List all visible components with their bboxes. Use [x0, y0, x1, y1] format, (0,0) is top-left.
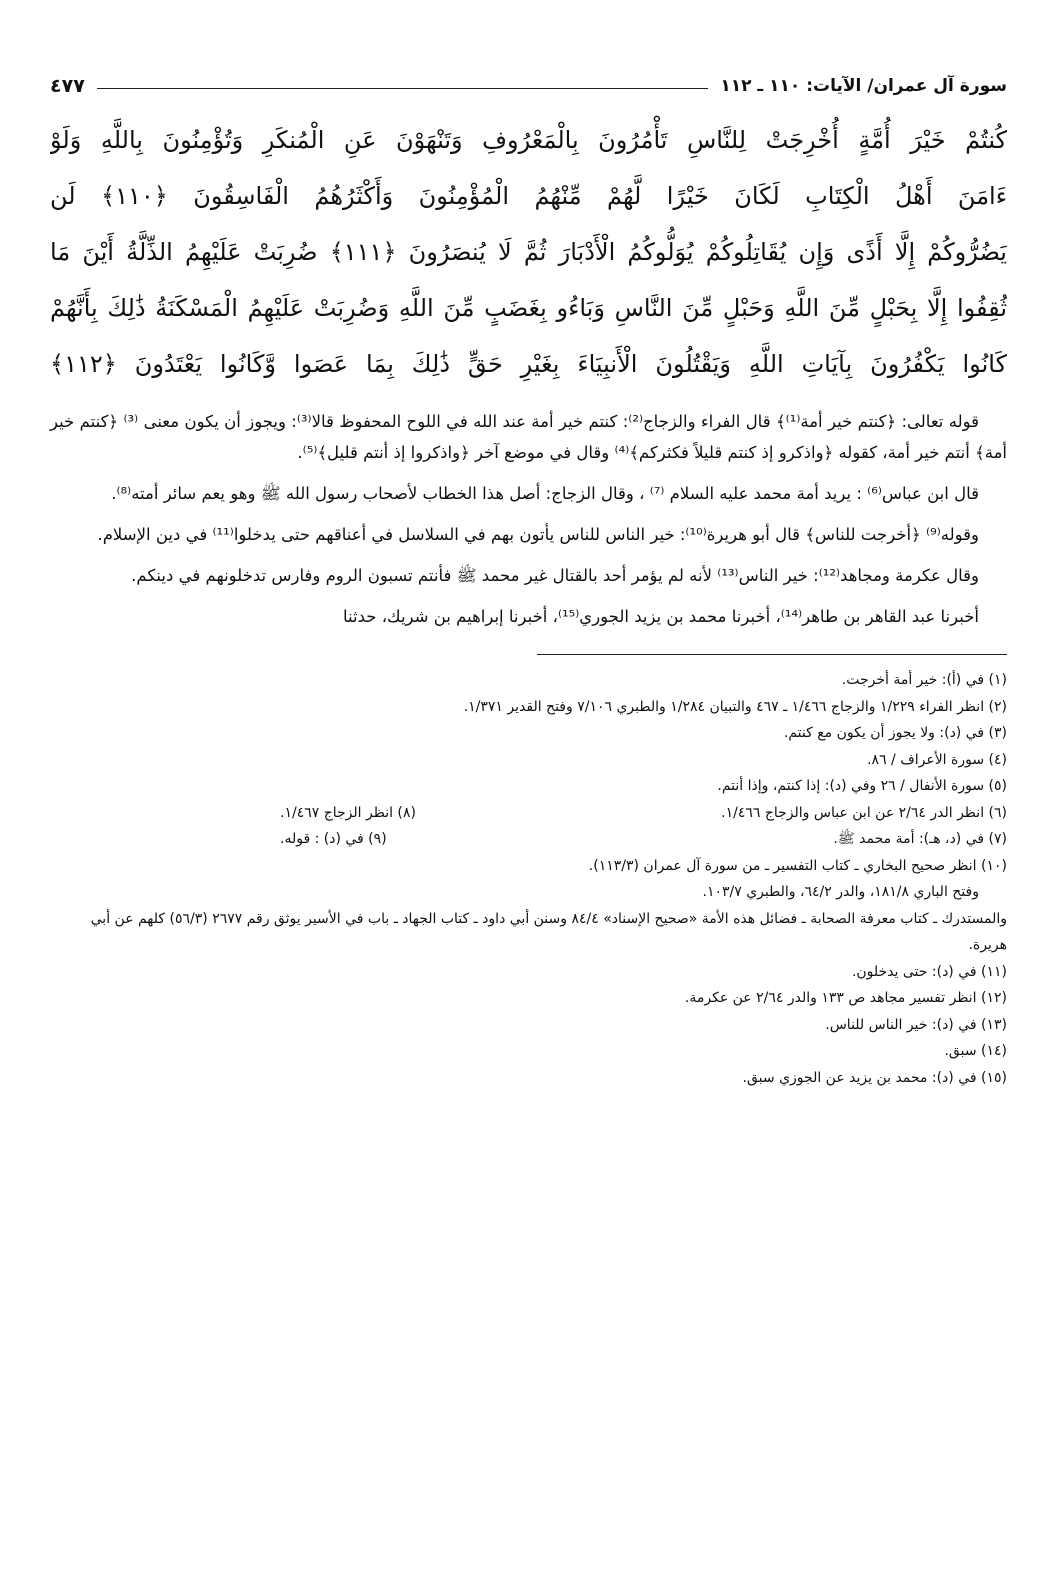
surah-heading: سورة آل عمران/ الآيات: ١١٠ ـ ١١٢ [720, 76, 1007, 96]
footnote: (٧) في (د، هـ): أمة محمد ﷺ. [833, 831, 1007, 847]
quran-verses [50, 112, 1007, 392]
commentary-paragraph: أخبرنا عبد القاهر بن طاهر⁽¹⁴⁾، أخبرنا محمد بن يزيد الجوري⁽¹⁵⁾، أخبرنا إبراهيم بن شريك، حدثنا [343, 607, 979, 626]
footnotes [50, 667, 1007, 1091]
commentary-paragraph: قوله تعالى: ﴿كنتم خير أمة⁽¹⁾﴾ قال الفراء والزجاج⁽²⁾: كنتم خير أمة عند الله في اللوح المحفوظ قالا⁽³⁾: ويجوز أن يكون معنى ⁽³⁾ ﴿كنتم خير أمة﴾ أنتم خير أمة، كقوله ﴿واذكرو إذ كنتم قليلاً فكثركم﴾⁽⁴⁾ وقال في موضع آخر ﴿واذكروا إذ أنتم قليل﴾⁽⁵⁾. [50, 412, 1007, 462]
quran-line: ءَامَنَ أَهْلُ الْكِتَابِ لَكَانَ خَيْرًا لَّهُمْ مِّنْهُمُ الْمُؤْمِنُونَ وَأَكْثَرُهُمُ الْفَاسِقُونَ ﴿١١٠﴾ لَن [50, 182, 1007, 210]
footnote: (٥) سورة الأنفال / ٢٦ وفي (د): إذا كنتم، وإذا أنتم. [717, 778, 1007, 794]
footnote: (١٢) انظر تفسير مجاهد ص ١٣٣ والدر ٢/٦٤ عن عكرمة. [684, 990, 1007, 1006]
quran-line: ثُقِفُوا إِلَّا بِحَبْلٍ مِّنَ اللَّهِ وَحَبْلٍ مِّنَ النَّاسِ وَبَاءُو بِغَضَبٍ مِّنَ اللَّهِ وَضُرِبَتْ عَلَيْهِمُ الْمَسْكَنَةُ ذَٰلِكَ بِأَنَّهُمْ [50, 294, 1007, 322]
footnote: (١٣) في (د): خير الناس للناس. [825, 1016, 1007, 1033]
footnote-continuation: وفتح الباري ١٨١/٨، والدر ٦٤/٢، والطبري ١٠٣/٧. [702, 884, 979, 900]
footnote: (١١) في (د): حتى يدخلون. [851, 963, 1007, 980]
footnote: (١٠) انظر صحيح البخاري ـ كتاب التفسير ـ من سورة آل عمران (١١٣/٣). [588, 857, 1007, 874]
quran-line: يَضُرُّوكُمْ إِلَّا أَذًى وَإِن يُقَاتِلُوكُمْ يُوَلُّوكُمُ الْأَدْبَارَ ثُمَّ لَا يُنصَرُونَ ﴿١١١﴾ ضُرِبَتْ عَلَيْهِمُ الذِّلَّةُ أَيْنَ مَا [50, 238, 1007, 266]
commentary-paragraph: قال ابن عباس⁽⁶⁾ : يريد أمة محمد عليه السلام ⁽⁷⁾ ، وقال الزجاج: أصل هذا الخطاب لأصحاب رسول الله ﷺ وهو يعم سائر أمته⁽⁸⁾. [111, 484, 979, 503]
commentary-paragraph: وقوله⁽⁹⁾ ﴿أخرجت للناس﴾ قال أبو هريرة⁽¹⁰⁾: خير الناس للناس يأتون بهم في السلاسل في أعناقهم حتى يدخلوا⁽¹¹⁾ في دين الإسلام. [97, 525, 979, 544]
footnote: (٩) في (د) : قوله. [280, 831, 387, 847]
footnote: (٨) انظر الزجاج ١/٤٦٧. [280, 804, 416, 821]
footnote: (٢) انظر الفراء ١/٢٢٩ والزجاج ١/٤٦٦ ـ ٤٦٧ والتبيان ١/٢٨٤ والطبري ٧/١٠٦ وفتح القدير ١/٣٧١. [463, 698, 1007, 715]
footnote: (٦) انظر الدر ٢/٦٤ عن ابن عباس والزجاج ١/٤٦٦. [721, 804, 1007, 821]
commentary-paragraph: وقال عكرمة ومجاهد⁽¹²⁾: خير الناس⁽¹³⁾ لأنه لم يؤمر أحد بالقتال غير محمد ﷺ فأنتم تسبون الروم وفارس تدخلونهم في دينكم. [131, 566, 979, 585]
footnote: (١) في (أ): خير أمة أخرجت. [841, 672, 1007, 688]
footnote: (٤) سورة الأعراف / ٨٦. [867, 751, 1007, 768]
footnote: (١٤) سبق. [944, 1043, 1007, 1059]
quran-line: كَانُوا يَكْفُرُونَ بِآيَاتِ اللَّهِ وَيَقْتُلُونَ الْأَنبِيَاءَ بِغَيْرِ حَقٍّ ذَٰلِكَ بِمَا عَصَوا وَّكَانُوا يَعْتَدُونَ ﴿١١٢﴾ [50, 350, 1007, 378]
footnote: (١٥) في (د): محمد بن يزيد عن الجوزي سبق. [742, 1069, 1007, 1086]
header-rule [97, 88, 709, 89]
footnote-row [50, 826, 1007, 853]
footnote-row [50, 800, 1007, 827]
quran-line: كُنتُمْ خَيْرَ أُمَّةٍ أُخْرِجَتْ لِلنَّاسِ تَأْمُرُونَ بِالْمَعْرُوفِ وَتَنْهَوْنَ عَنِ الْمُنكَرِ وَتُؤْمِنُونَ بِاللَّهِ وَلَوْ [50, 126, 1007, 154]
footnote-continuation: والمستدرك ـ كتاب معرفة الصحابة ـ فضائل هذه الأمة «صحيح الإسناد» ٨٤/٤ وسنن أبي داود ـ كتاب الجهاد ـ باب في الأسير يوثق رقم ٢٦٧٧ (٥٦/٣) كلهم عن أبي هريرة. [90, 910, 1007, 953]
page-number: ٤٧٧ [50, 75, 85, 97]
page-header [50, 70, 1007, 102]
footnote: (٣) في (د): ولا يجوز أن يكون مع كنتم. [783, 725, 1007, 741]
commentary-body [50, 406, 1007, 632]
footnote-separator [537, 654, 1007, 655]
